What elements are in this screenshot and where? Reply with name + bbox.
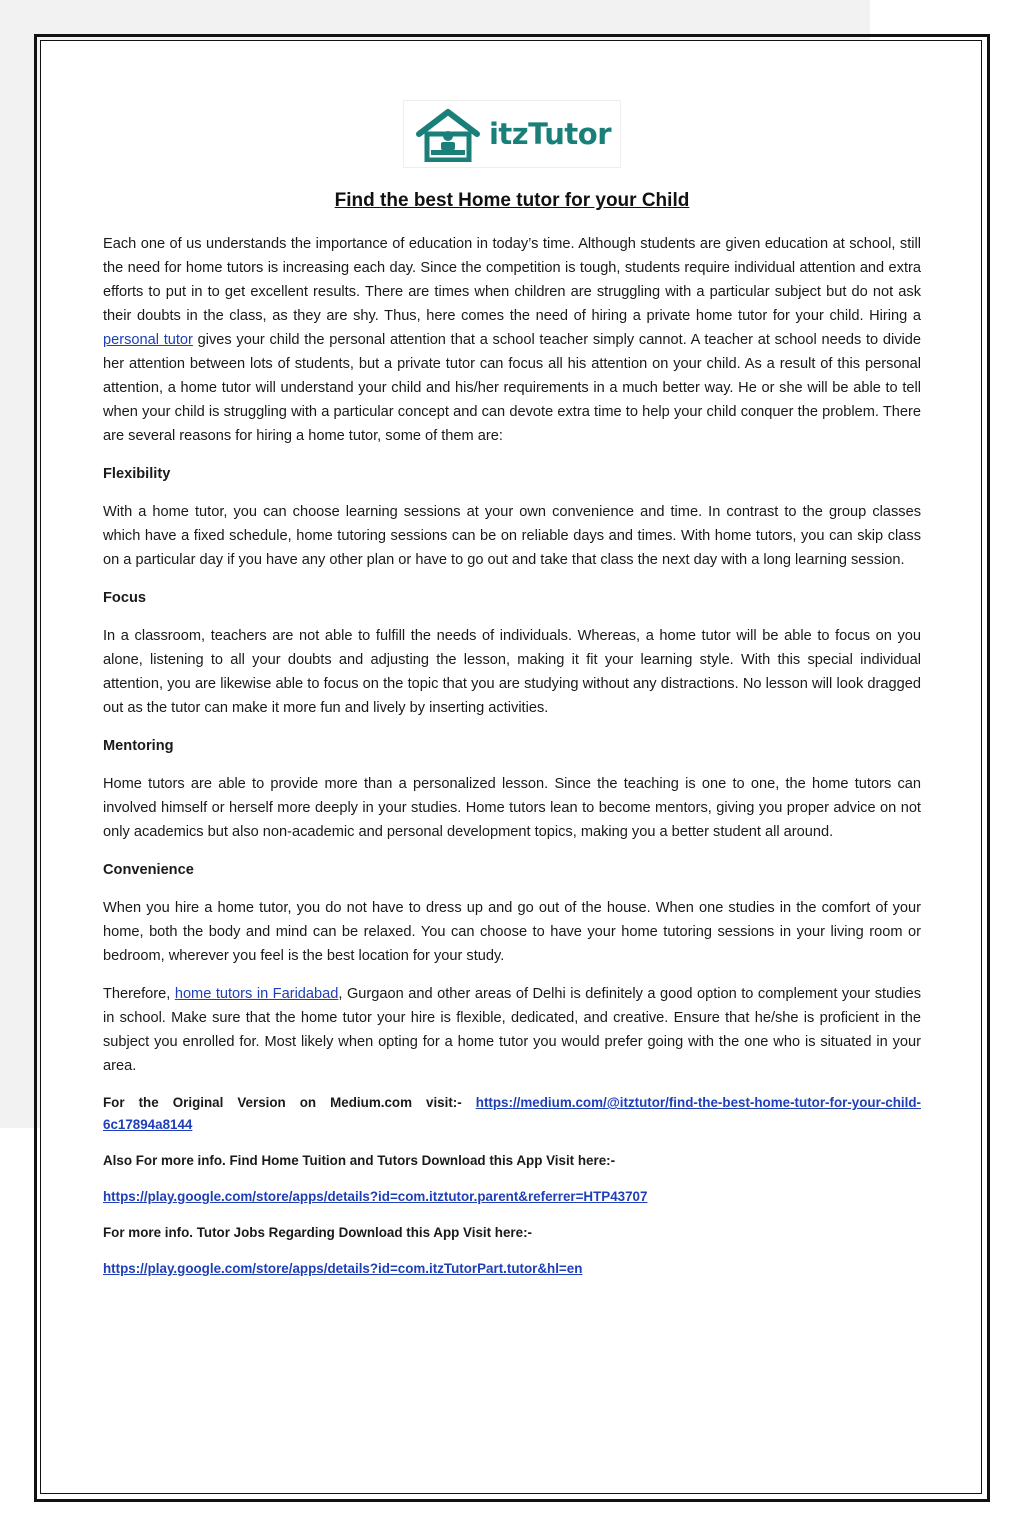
flexibility-paragraph: With a home tutor, you can choose learning sessions at your own convenience and time. In contrast to the group classes which have a fixed schedule, home tutoring sessions can be on reliable days and times. With home tutors, you can skip class on a particular day if you have any other plan or have to go out and take that class the next day with a long learning session. (103, 504, 921, 568)
document-body (103, 100, 921, 1294)
home-tutors-faridabad-link[interactable]: home tutors in Faridabad (174, 986, 339, 1002)
flexibility-heading: Flexibility (103, 466, 171, 482)
itztutor-logo (403, 100, 621, 168)
parent-app-label: Also For more info. Find Home Tuition and Tutors Download this App Visit here:- (103, 1153, 616, 1168)
house-tutor-icon (413, 106, 483, 162)
intro-paragraph: Each one of us understands the importance of education in today’s time. Although students are given education at school, still the need for home tutors is increasing each day. Since the competition is tough, students require individual attention and extra efforts to put in to get excellent results. There are times when children are struggling with a particular subject but do not ask their doubts in the class, as they are shy. Thus, here comes the need of hiring a private home tutor for your child. Hiring a personal tutor gives your child the personal attention that a school teacher simply cannot. A teacher at school needs to divide her attention between lots of students, but a private tutor can focus all his attention on your child. As a result of this personal attention, a home tutor will understand your child and his/her requirements in a much better way. He or she will be able to tell when your child is struggling with a particular concept and can devote extra time to help your child conquer the problem. There are several reasons for hiring a home tutor, some of them are: (103, 236, 921, 444)
convenience-paragraph: When you hire a home tutor, you do not have to dress up and go out of the house. When one studies in the comfort of your home, both the body and mind can be relaxed. You can choose to have your home tutoring sessions in your living room or bedroom, wherever you feel is the best location for your study. (103, 900, 921, 964)
page-title: Find the best Home tutor for your Child (334, 190, 690, 211)
tutor-app-label: For more info. Tutor Jobs Regarding Download this App Visit here:- (103, 1225, 533, 1240)
conclusion-paragraph: Therefore, home tutors in Faridabad, Gurgaon and other areas of Delhi is definitely a good option to complement your studies in school. Make sure that the home tutor your hire is flexible, dedicated, and creative. Ensure that he/she is proficient in the subject you enrolled for. Most likely when opting for a home tutor you would prefer going with the one who is situated in your area. (103, 986, 922, 1074)
medium-link[interactable]: https://medium.com/@itztutor/find-the-best-home-tutor-for-your-child-6c17894a8144 (103, 1095, 921, 1132)
focus-heading: Focus (103, 590, 146, 606)
tutor-app-link[interactable]: https://play.google.com/store/apps/details?id=com.itzTutorPart.tutor&hl=en (103, 1261, 583, 1276)
logo-text: itzTutor (488, 117, 611, 151)
parent-app-link[interactable]: https://play.google.com/store/apps/details?id=com.itztutor.parent&referrer=HTP43707 (103, 1189, 648, 1204)
mentoring-paragraph: Home tutors are able to provide more than a personalized lesson. Since the teaching is one to one, the home tutors can involved himself or herself more deeply in your studies. Home tutors lean to become mentors, giving you proper advice on not only academics but also non-academic and personal development topics, making you a better student all around. (103, 776, 921, 840)
medium-line: For the Original Version on Medium.com visit:- https://medium.com/@itztutor/find-the-best-home-tutor-for-your-child-6c17894a8144 (103, 1095, 921, 1132)
convenience-heading: Convenience (103, 862, 194, 878)
focus-paragraph: In a classroom, teachers are not able to fulfill the needs of individuals. Whereas, a home tutor will be able to focus on you alone, listening to all your doubts and adjusting the lesson, making it fit your learning style. With this special individual attention, you are likewise able to focus on the topic that you are studying without any distractions. No lesson will look dragged out as the tutor can make it more fun and lively by inserting activities. (103, 628, 921, 716)
mentoring-heading: Mentoring (103, 738, 174, 754)
personal-tutor-link[interactable]: personal tutor (103, 332, 193, 348)
